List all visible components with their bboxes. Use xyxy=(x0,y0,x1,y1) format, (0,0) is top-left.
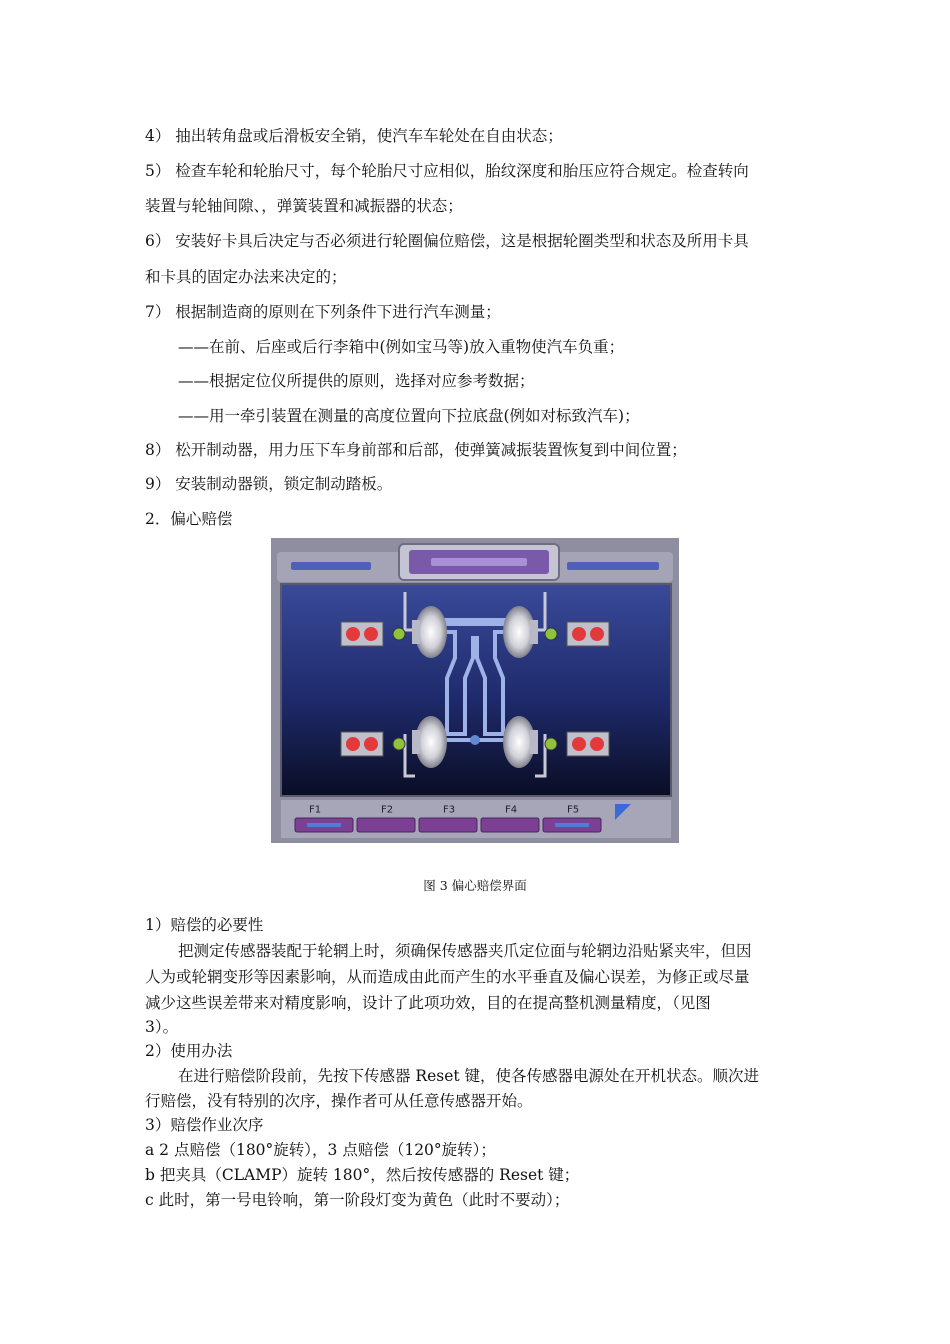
indicator-lamp-icon xyxy=(346,627,360,641)
subsection-3-item-c: c 此时，第一号电铃响，第一阶段灯变为黄色（此时不要动）； xyxy=(145,1191,570,1209)
indicator-lamp-icon xyxy=(572,737,586,751)
header-right-bar xyxy=(567,562,659,570)
subsection-1-line-1: 把测定传感器装配于轮辋上时，须确保传感器夹爪定位面与轮辋边沿贴紧夹牢，但因 xyxy=(178,942,752,960)
indicator-lamp-icon xyxy=(393,628,405,640)
fkey-label-f2: F2 xyxy=(380,804,394,816)
fkey-label-f3: F3 xyxy=(442,804,456,816)
f4-button[interactable] xyxy=(481,818,539,832)
indicator-lamp-icon xyxy=(545,628,557,640)
subsection-3-item-b: b 把夹具（CLAMP）旋转 180°，然后按传感器的 Reset 键； xyxy=(145,1166,580,1184)
step-5-line-1: 5） 检查车轮和轮胎尺寸，每个轮胎尺寸应相似，胎纹深度和胎压应符合规定。检查转向 xyxy=(145,162,749,180)
step-7: 7） 根据制造商的原则在下列条件下进行汽车测量； xyxy=(145,303,501,321)
step-5-line-2: 装置与轮轴间隙、，弹簧装置和减振器的状态； xyxy=(145,197,463,215)
subsection-2-line-2: 行赔偿，没有特别的次序，操作者可从任意传感器开始。 xyxy=(145,1092,533,1110)
indicator-lamp-icon xyxy=(364,737,378,751)
indicator-lamp-icon xyxy=(590,737,604,751)
lamp-box-front-left xyxy=(341,622,383,646)
vehicle-panel xyxy=(281,584,671,796)
f2-button[interactable] xyxy=(357,818,415,832)
subsection-2-line-1: 在进行赔偿阶段前，先按下传感器 Reset 键，使各传感器电源处在开机状态。顺次进 xyxy=(178,1067,760,1085)
step-7-item-3: ——用一牵引装置在测量的高度位置向下拉底盘(例如对标致汽车)； xyxy=(178,407,640,425)
step-4: 4） 抽出转角盘或后滑板安全销，使汽车车轮处在自由状态； xyxy=(145,127,563,145)
indicator-lamp-icon xyxy=(590,627,604,641)
indicator-lamp-icon xyxy=(572,627,586,641)
compensation-screen-figure xyxy=(271,538,679,843)
step-8: 8） 松开制动器，用力压下车身前部和后部，使弹簧减振装置恢复到中间位置； xyxy=(145,441,687,459)
indicator-lamp-icon xyxy=(364,627,378,641)
step-7-item-1: ——在前、后座或后行李箱中(例如宝马等)放入重物使汽车负重； xyxy=(178,338,625,356)
subsection-3-title: 3）赔偿作业次序 xyxy=(145,1116,264,1134)
indicator-lamp-icon xyxy=(545,738,557,750)
header-left-bar xyxy=(291,562,371,570)
step-7-item-2: ——根据定位仪所提供的原则，选择对应参考数据； xyxy=(178,372,535,390)
fkey-label-f5: F5 xyxy=(566,804,580,816)
lamp-box-rear-right xyxy=(567,732,609,756)
step-6-line-1: 6） 安装好卡具后决定与否必须进行轮圈偏位赔偿，这是根据轮圈类型和状态及所用卡具 xyxy=(145,232,749,250)
subsection-1-line-2: 人为或轮辋变形等因素影响，从而造成由此而产生的水平垂直及偏心误差，为修正或尽量 xyxy=(145,968,750,986)
figure-caption: 图 3 偏心赔偿界面 xyxy=(423,878,527,893)
step-9: 9） 安装制动器锁，锁定制动踏板。 xyxy=(145,475,393,493)
subsection-3-item-a: a 2 点赔偿（180°旋转），3 点赔偿（120°旋转）； xyxy=(145,1141,496,1159)
f3-button[interactable] xyxy=(419,818,477,832)
differential-icon xyxy=(470,735,480,745)
lamp-box-front-right xyxy=(567,622,609,646)
indicator-lamp-icon xyxy=(393,738,405,750)
section-2-heading: 2．偏心赔偿 xyxy=(145,510,233,528)
subsection-1-line-3: 减少这些误差带来对精度影响，设计了此项功效，目的在提高整机测量精度，（见图 xyxy=(145,994,711,1012)
indicator-lamp-icon xyxy=(346,737,360,751)
fkey-label-f1: F1 xyxy=(308,804,322,816)
compensation-screen-image xyxy=(271,538,679,843)
subsection-1-line-4: 3）。 xyxy=(145,1018,179,1036)
lamp-box-rear-left xyxy=(341,732,383,756)
subsection-1-title: 1）赔偿的必要性 xyxy=(145,916,264,934)
subsection-2-title: 2）使用办法 xyxy=(145,1042,233,1060)
step-6-line-2: 和卡具的固定办法来决定的； xyxy=(145,268,347,286)
fkey-label-f4: F4 xyxy=(504,804,518,816)
